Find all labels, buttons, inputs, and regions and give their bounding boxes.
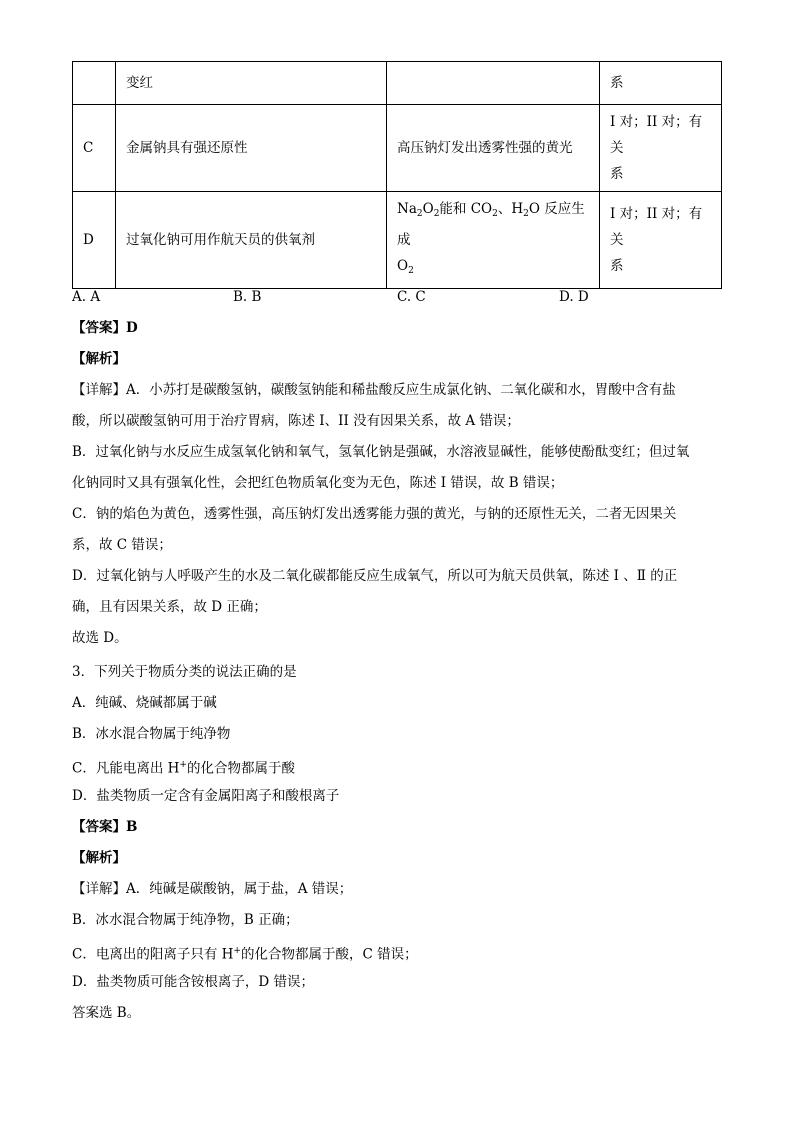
option-b: B．冰水混合物属于纯净物	[72, 726, 231, 742]
row-label: D	[73, 192, 116, 289]
analysis-label: 【解析】	[72, 351, 126, 367]
statement-1: 变红	[116, 62, 387, 105]
statement-2: $Na_2O_2$能和 $CO_2$、$H_2O$ 反应生成 $O_2$	[387, 192, 600, 289]
table-row	[73, 192, 722, 289]
choice-c: C. C	[397, 289, 426, 305]
table-row	[73, 105, 722, 192]
solution-line: C．电离出的阳离子只有 H+的化合物都属于酸，C 错误；	[72, 946, 418, 963]
judgement: I 对；II 对；有关 系	[600, 105, 722, 192]
solution-line: C．钠的焰色为黄色，透雾性强，高压钠灯发出透雾能力强的黄光，与钠的还原性无关，二者无因果关	[72, 506, 677, 522]
final-answer: 答案选 B。	[72, 1005, 141, 1021]
judgement: 系	[600, 62, 722, 105]
answer-label: 【答案】D	[72, 320, 138, 336]
solution-line: 系，故 C 错误；	[72, 537, 172, 553]
solution-line: 【详解】A．小苏打是碳酸氢钠，碳酸氢钠能和稀盐酸反应生成氯化钠、二氧化碳和水，胃酸中含有盐	[72, 382, 676, 398]
choice-b: B. B	[233, 289, 262, 305]
solution-line: B．冰水混合物属于纯净物，B 正确；	[72, 912, 299, 928]
solution-line: 故选 D。	[72, 630, 128, 646]
statement-1: 过氧化钠可用作航天员的供氧剂	[116, 192, 387, 289]
statement-2	[387, 62, 600, 105]
statement-2: 高压钠灯发出透雾性强的黄光	[387, 105, 600, 192]
question-3	[72, 657, 728, 1029]
q2-solution	[72, 313, 728, 654]
choice-d: D. D	[559, 289, 589, 305]
solution-line: B．过氧化钠与水反应生成氢氧化钠和氧气，氢氧化钠是强碱，水溶液显碱性，能够使酚酞变红；但过氧	[72, 444, 690, 460]
table-row	[73, 62, 722, 105]
solution-line: 化钠同时又具有强氧化性，会把红色物质氧化变为无色，陈述 I 错误，故 B 错误；	[72, 475, 564, 491]
solution-line: 酸，所以碳酸氢钠可用于治疗胃病，陈述 I、II 没有因果关系，故 A 错误；	[72, 413, 520, 429]
judgement: I 对；II 对；有关 系	[600, 192, 722, 289]
solution-line: 确，且有因果关系，故 D 正确；	[72, 599, 267, 615]
row-label: C	[73, 105, 116, 192]
option-d: D．盐类物质一定含有金属阳离子和酸根离子	[72, 788, 340, 804]
question-stem: 3．下列关于物质分类的说法正确的是	[72, 664, 297, 680]
row-label	[73, 62, 116, 105]
statement-1: 金属钠具有强还原性	[116, 105, 387, 192]
statement-table	[72, 61, 722, 289]
answer-label: 【答案】B	[72, 819, 138, 835]
solution-line: 【详解】A．纯碱是碳酸钠，属于盐，A 错误；	[72, 881, 353, 897]
solution-line: D．盐类物质可能含铵根离子，D 错误；	[72, 974, 314, 990]
option-c: C．凡能电离出 H+的化合物都属于酸	[72, 760, 295, 777]
analysis-label: 【解析】	[72, 850, 126, 866]
option-a: A．纯碱、烧碱都属于碱	[72, 695, 217, 711]
answer-choices	[72, 287, 732, 307]
choice-a: A. A	[72, 289, 101, 305]
solution-line: D．过氧化钠与人呼吸产生的水及二氧化碳都能反应生成氧气，所以可为航天员供氧，陈述 Ⅰ 、Ⅱ 的正	[72, 568, 678, 584]
